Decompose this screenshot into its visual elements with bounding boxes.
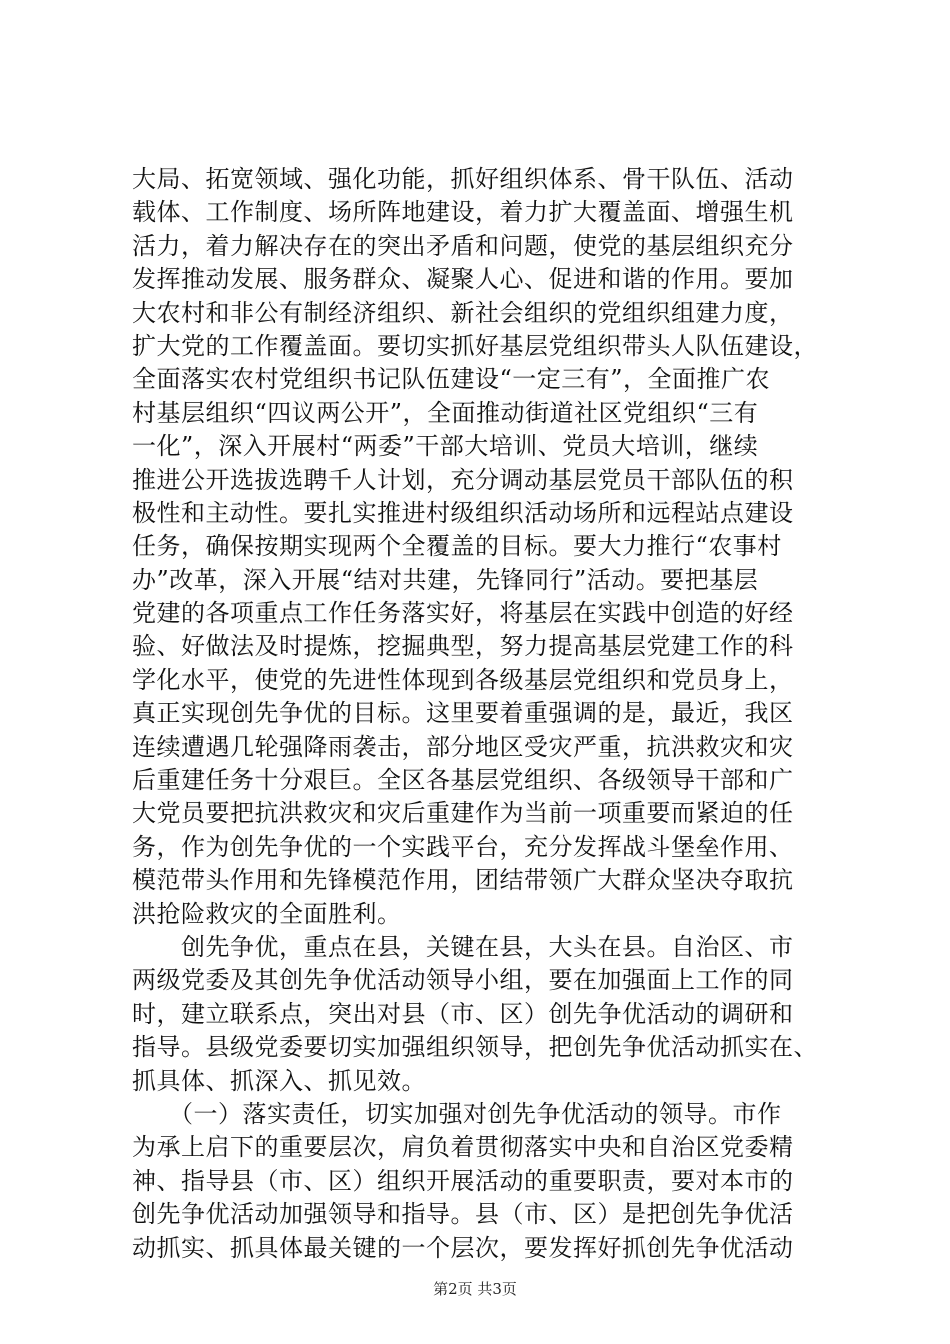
- text-line: 模范带头作用和先锋模范作用，团结带领广大群众坚决夺取抗: [132, 866, 794, 895]
- text-line: 真正实现创先争优的目标。这里要着重强调的是，最近，我区: [132, 699, 794, 728]
- text-line: 活力，着力解决存在的突出矛盾和问题，使党的基层组织充分: [132, 231, 794, 260]
- text-line: 村基层组织“四议两公开”，全面推动街道社区党组织“三有: [132, 398, 759, 427]
- text-line: 时，建立联系点，突出对县（市、区）创先争优活动的调研和: [132, 999, 794, 1028]
- text-line: 创先争优，重点在县，关键在县，大头在县。自治区、市: [132, 932, 794, 961]
- text-line: 为承上启下的重要层次，肩负着贯彻落实中央和自治区党委精: [132, 1133, 794, 1162]
- text-line: 发挥推动发展、服务群众、凝聚人心、促进和谐的作用。要加: [132, 265, 794, 294]
- text-line: 扩大党的工作覆盖面。要切实抓好基层党组织带头人队伍建设，: [132, 331, 818, 360]
- text-line: 后重建任务十分艰巨。全区各基层党组织、各级领导干部和广: [132, 766, 794, 795]
- text-line: 动抓实、抓具体最关键的一个层次，要发挥好抓创先争优活动: [132, 1233, 794, 1262]
- text-line: 任务，确保按期实现两个全覆盖的目标。要大力推行“农事村: [132, 532, 782, 561]
- text-line: 学化水平，使党的先进性体现到各级基层党组织和党员身上，: [132, 665, 794, 694]
- text-line: 一化”，深入开展村“两委”干部大培训、党员大培训，继续: [132, 432, 759, 461]
- text-line: 指导。县级党委要切实加强组织领导，把创先争优活动抓实在、: [132, 1033, 818, 1062]
- text-line: 神、指导县（市、区）组织开展活动的重要职责，要对本市的: [132, 1166, 794, 1195]
- text-line: 抓具体、抓深入、抓见效。: [132, 1066, 426, 1095]
- text-line: 验、好做法及时提炼，挖掘典型，努力提高基层党建工作的科: [132, 632, 794, 661]
- text-line: 办”改革，深入开展“结对共建，先锋同行”活动。要把基层: [132, 565, 759, 594]
- text-line: 党建的各项重点工作任务落实好，将基层在实践中创造的好经: [132, 599, 794, 628]
- text-line: 创先争优活动加强领导和指导。县（市、区）是把创先争优活: [132, 1200, 794, 1229]
- text-line: 大党员要把抗洪救灾和灾后重建作为当前一项重要而紧迫的任: [132, 799, 794, 828]
- text-line: 载体、工作制度、场所阵地建设，着力扩大覆盖面、增强生机: [132, 198, 794, 227]
- text-line: 大局、拓宽领域、强化功能，抓好组织体系、骨干队伍、活动: [132, 165, 794, 193]
- text-line: 极性和主动性。要扎实推进村级组织活动场所和远程站点建设: [132, 498, 794, 527]
- text-line: 务，作为创先争优的一个实践平台，充分发挥战斗堡垒作用、: [132, 832, 794, 861]
- body-text: [132, 163, 822, 1265]
- text-line: （一）落实责任，切实加强对创先争优活动的领导。市作: [132, 1099, 782, 1128]
- text-line: 推进公开选拔选聘千人计划，充分调动基层党员干部队伍的积: [132, 465, 794, 494]
- text-line: 洪抢险救灾的全面胜利。: [132, 899, 402, 928]
- text-line: 两级党委及其创先争优活动领导小组，要在加强面上工作的同: [132, 966, 794, 995]
- text-line: 大农村和非公有制经济组织、新社会组织的党组织组建力度，: [132, 298, 794, 327]
- text-line: 连续遭遇几轮强降雨袭击，部分地区受灾严重，抗洪救灾和灾: [132, 732, 794, 761]
- text-line: 全面落实农村党组织书记队伍建设“一定三有”，全面推广农: [132, 365, 771, 394]
- page-footer: 第2页 共3页: [433, 1280, 517, 1298]
